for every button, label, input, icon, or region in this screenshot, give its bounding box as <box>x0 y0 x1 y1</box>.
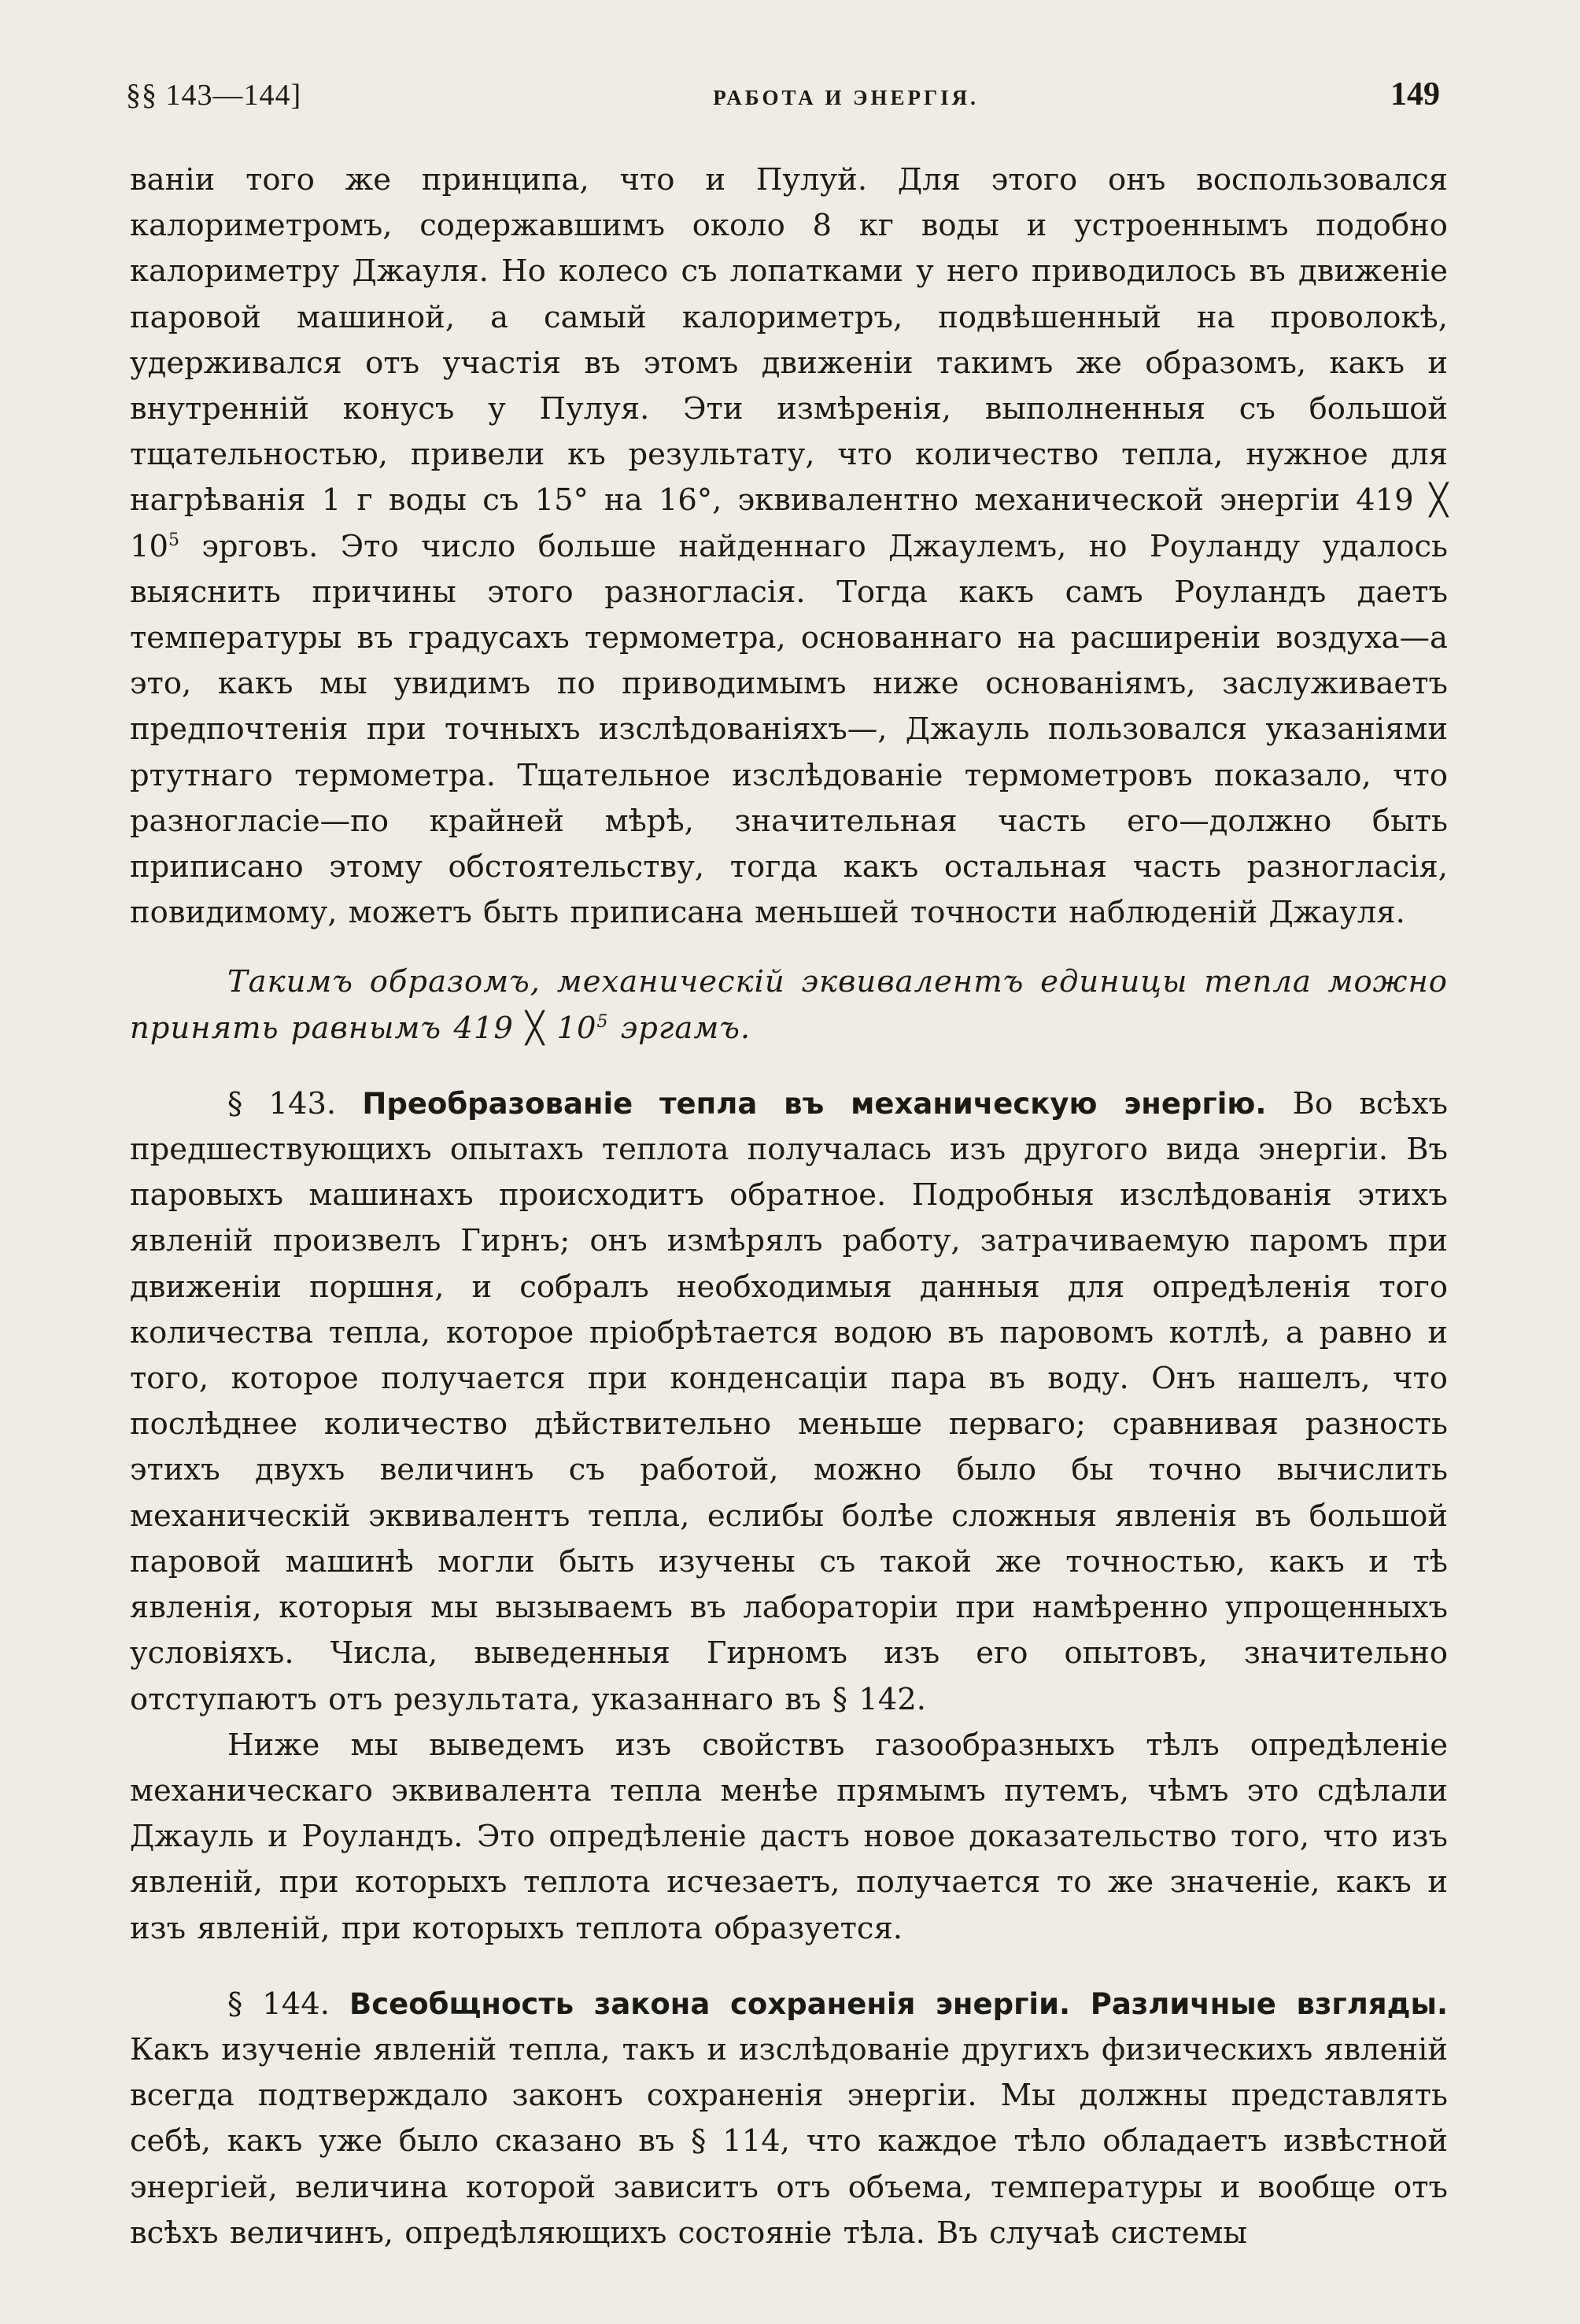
paragraph-rowland: ваніи того же принципа, что и Пулуй. Для этого онъ воспользовался калориметромъ, содержавшимъ около 8 кг воды и устроеннымъ подобно калориметру Джауля. Но колесо съ лопатками у него приводилось въ движеніе паровой машиной, а самый калориметръ, подвѣшенный на проволокѣ, удерживался отъ участія въ этомъ движеніи такимъ же образомъ, какъ и внутренній конусъ у Пулуя. Эти измѣренія, выполненныя съ большой тщательностью, привели къ результату, что количество тепла, нужное для нагрѣванія 1 г воды съ 15° на 16°, эквивалентно механической энергіи 419 ╳ $10^5$ эрговъ. Это число больше найденнаго Джаулемъ, но Роуланду удалось выяснить причины этого разногласія. Тогда какъ самъ Роуландъ даетъ температуры въ градусахъ термометра, основаннаго на расширеніи воздуха—а это, какъ мы увидимъ по приводимымъ ниже основаніямъ, заслуживаетъ предпочтенія при точныхъ изслѣдованіяхъ—, Джауль пользовался указаніями ртутнаго термометра. Тщательное изслѣдованіе термометровъ показало, что разногласіе—по крайней мѣрѣ, значительная часть его—должно быть приписано этому обстоятельству, тогда какъ остальная часть разногласія, повидимому, можетъ быть приписана меньшей точности наблюденій Джауля. <box>130 162 1448 931</box>
section-143: § 143. Преобразованіе тепла въ механическую энергію. Во всѣхъ предшествующихъ опытахъ теплота получалась изъ другого вида энергіи. Въ паровыхъ машинахъ происходитъ обратное. Подробныя изслѣдованія этихъ явленій произвелъ Гирнъ; онъ измѣрялъ работу, затрачиваемую паромъ при движеніи поршня, и собралъ необходимыя данныя для опредѣленія того количества тепла, которое пріобрѣтается водою въ паровомъ котлѣ, а равно и того, которое получается при конденсаціи пара въ воду. Онъ нашелъ, что послѣднее количество дѣйствительно меньше перваго; сравнивая разность этихъ двухъ величинъ съ работой, можно было бы точно вычислить механическій эквивалентъ тепла, еслибы болѣе сложныя явленія въ большой паровой машинѣ могли быть изучены съ такой же точностью, какъ и тѣ явленія, которыя мы вызываемъ въ лабораторіи при намѣренно упрощенныхъ условіяхъ. Числа, выведенныя Гирномъ изъ его опытовъ, значительно отступаютъ отъ результата, указаннаго въ § 142. <box>130 1085 1448 1717</box>
section-144: § 144. Всеобщность закона сохраненія энергіи. Различные взгляды. Какъ изученіе явленій тепла, такъ и изслѣдованіе другихъ физическихъ явленій всегда подтверждало законъ сохраненія энергіи. Мы должны представлять себѣ, какъ уже было сказано въ § 114, что каждое тѣло обладаетъ извѣстной энергіей, величина которой зависитъ отъ объема, температуры и вообще отъ всѣхъ величинъ, опредѣляющихъ состояніе тѣла. Въ случаѣ системы <box>130 1986 1448 2251</box>
page-number: 149 <box>1390 76 1440 113</box>
section-143-number: § 143. <box>227 1085 337 1121</box>
body-text <box>130 157 1448 2256</box>
section-143-title: Преобразованіе тепла въ механическую энергію. <box>362 1086 1267 1121</box>
section-144-title: Всеобщность закона сохраненія энергіи. Различные взгляды. <box>349 1986 1448 2021</box>
running-head <box>126 76 1440 123</box>
section-144-number: § 144. <box>227 1986 330 2022</box>
chapter-title: РАБОТА И ЭНЕРГІЯ. <box>713 86 979 109</box>
section-143-paragraph-2: Ниже мы выведемъ изъ свойствъ газообразныхъ тѣлъ опредѣленіе механическаго эквивалента тепла менѣе прямымъ путемъ, чѣмъ это сдѣлали Джауль и Роуландъ. Это опредѣленіе дастъ новое доказательство того, что изъ явленій, при которыхъ теплота исчезаетъ, получается то же значеніе, какъ и изъ явленій, при которыхъ теплота образуется. <box>130 1727 1448 1946</box>
paragraph-conclusion: Такимъ образомъ, механическій эквивалентъ единицы тепла можно принять равнымъ 419 ╳ $10^5$ эргамъ. <box>130 964 1448 1046</box>
section-range: §§ 143—144] <box>126 79 302 112</box>
